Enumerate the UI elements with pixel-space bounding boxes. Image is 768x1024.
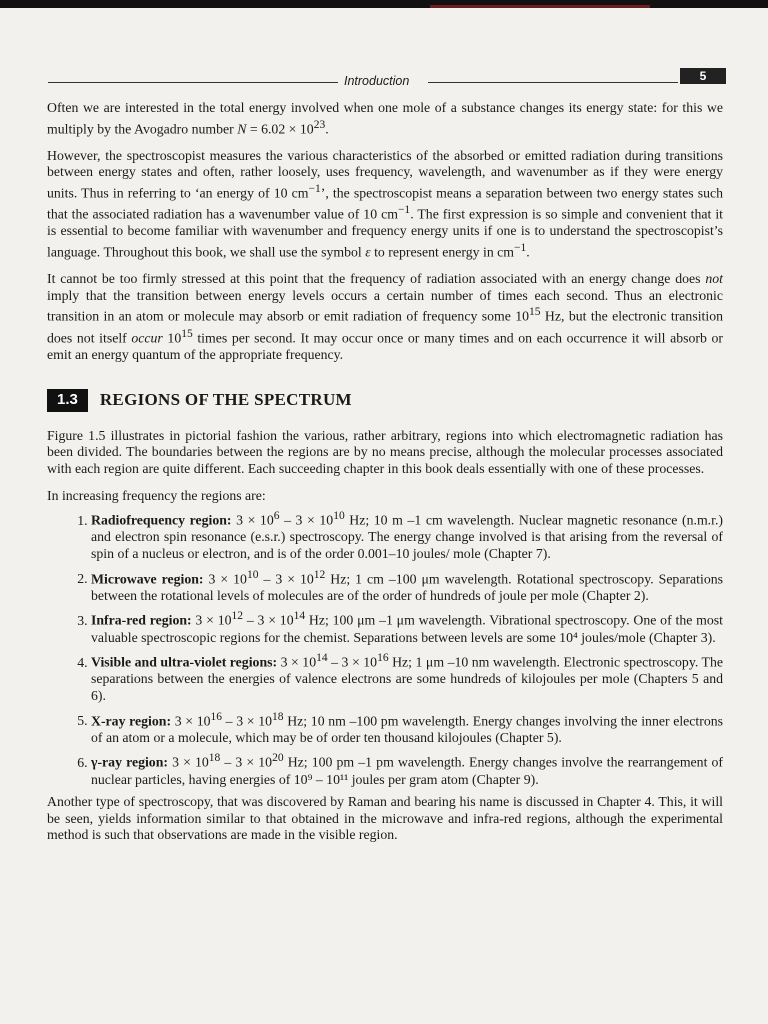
paragraph-wavenumber-units: However, the spectroscopist measures the various characteristics of the absorbed or emitted radiation during transitions between energy states and often, rather loosely, uses frequency, wavelength, and wavenumber as if they were energy units. Thus in referring to ‘an energy of 10 $cm^{-1}$’, the spectroscopist means a separation between two energy states such that the associated radiation has a wavenumber value of 10 $cm^{-1}$. The first expression is so simple and convenient that it is essential to become familiar with wavenumber and frequency energy units if one is to understand the spectroscopist’s language. Throughout this book, we shall use the symbol ε to represent energy in $cm^{-1}$.	[47, 147, 723, 260]
list-item: 3. Infra-red region: $3 \times 10^{12} - 3 \times 10^{14}$ Hz; 100 μm –1 μm wavelength. Vibrational spectroscopy. One of the most valuable spectroscopic regions for the chemist. Separations between levels are some 10⁴ joules/mole (Chapter 3).	[91, 608, 723, 646]
list-item: 1. Radiofrequency region: $3 \times 10^6 - 3 \times 10^{10}$ Hz; 10 m –1 cm wavelength. Nuclear magnetic resonance (n.m.r.) and electron spin resonance (e.s.r.) spectroscopy. The energy change involved is that arising from the reversal of spin of a nucleus or electron, and is of the order 0.001–10 joules/ mole (Chapter 7).	[91, 508, 723, 562]
paragraph-list-intro: In increasing frequency the regions are:	[47, 487, 266, 503]
list-item: 4. Visible and ultra-violet regions: $3 \times 10^{14} - 3 \times 10^{16}$ Hz; 1 μm –10 nm wavelength. Electronic spectroscopy. The separations between the energies of valence electrons are some hundreds of kilojoules per mole (Chapters 5 and 6).	[91, 650, 723, 704]
section-title: REGIONS OF THE SPECTRUM	[99, 390, 352, 410]
header-title: Introduction	[344, 74, 410, 88]
page-number: 5	[680, 68, 726, 84]
header-rule-right	[428, 82, 678, 83]
page-top-edge	[0, 0, 768, 8]
list-item: 2. Microwave region: $3 \times 10^{10} - 3 \times 10^{12}$ Hz; 1 cm –100 μm wavelength. Rotational spectroscopy. Separations between the rotational levels of molecules are of the order of hundreds of joule per mole (Chapter 2).	[91, 567, 723, 605]
running-header	[48, 68, 728, 90]
paragraph-raman: Another type of spectroscopy, that was discovered by Raman and bearing his name is discussed in Chapter 4. This, it will be seen, yields information similar to that obtained in the microwave and infra-red regions, although the experimental method is such that observations are made in the visible region.	[47, 794, 723, 843]
paragraph-figure-intro: Figure 1.5 illustrates in pictorial fashion the various, rather arbitrary, regions into which electromagnetic radiation has been divided. The boundaries between the regions are by no means precise, although the molecular processes associated with each region are quite different. Each succeeding chapter in this book deals essentially with one of these processes.	[47, 427, 723, 477]
paragraph-frequency-transition: It cannot be too firmly stressed at this point that the frequency of radiation associated with an energy change does not imply that the transition between energy levels occurs a certain number of times each second. Thus an electronic transition in an atom or molecule may absorb or emit radiation of frequency some $10^{15}$ Hz, but the electronic transition does not itself occur $10^{15}$ times per second. It may occur once or many times and on each occurrence it will absorb or emit an energy quantum of the appropriate frequency.	[47, 271, 723, 362]
section-number: 1.3	[47, 389, 88, 412]
list-item: 5. X-ray region: $3 \times 10^{16} - 3 \times 10^{18}$ Hz; 10 nm –100 pm wavelength. Energy changes involving the inner electrons of an atom or a molecule, which may be of order ten thousand kilojoules (Chapter 5).	[91, 709, 723, 747]
header-rule-left	[48, 82, 338, 83]
section-heading	[47, 389, 723, 412]
regions-list	[47, 508, 723, 788]
page-body	[47, 100, 723, 854]
list-item: 6. γ-ray region: $3 \times 10^{18} - 3 \times 10^{20}$ Hz; 100 pm –1 pm wavelength. Energy changes involve the rearrangement of nuclear particles, having energies of 10⁹ – 10¹¹ joules per gram atom (Chapter 9).	[91, 750, 723, 788]
paragraph-avogadro: Often we are interested in the total energy involved when one mole of a substance changes its energy state: for this we multiply by the Avogadro number $N = 6.02 \times 10^{23}$.	[47, 100, 723, 137]
page-top-accent	[430, 5, 650, 8]
